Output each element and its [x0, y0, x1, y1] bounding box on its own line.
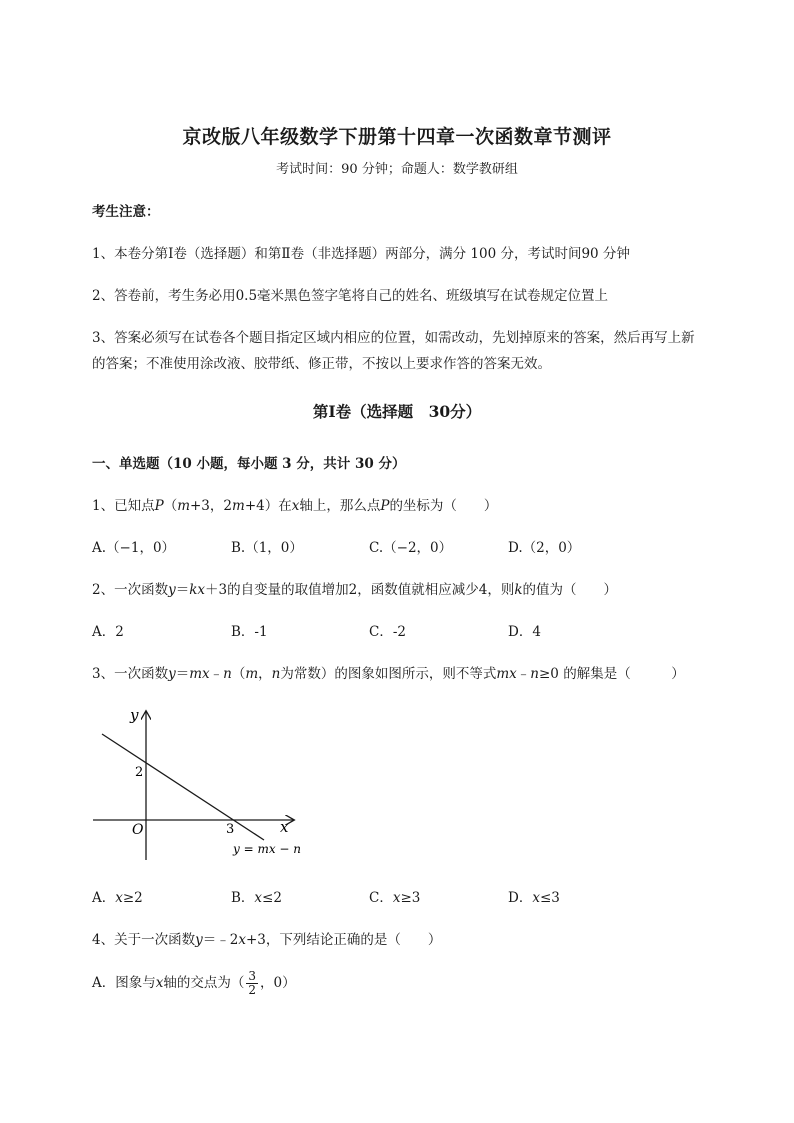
q1-text: 的坐标为（ ）: [389, 498, 498, 514]
fraction: [246, 970, 258, 997]
y-axis-label: y: [130, 706, 139, 724]
q3-option-d: [508, 886, 560, 906]
x-intercept-label: 3: [226, 822, 235, 837]
option-var-x: x: [532, 890, 540, 906]
option-var-x: x: [115, 890, 123, 906]
q2-var-k: k: [514, 582, 523, 598]
q2-option-a: A．2: [92, 624, 124, 640]
q3-text: （: [231, 666, 246, 682]
q4-option-a: [92, 970, 296, 997]
q4-var-y: y: [195, 932, 203, 948]
page-title: 京改版八年级数学下册第十四章一次函数章节测评: [182, 126, 612, 148]
q3-var-y: y: [168, 666, 176, 682]
q2-var-x: x: [197, 582, 206, 598]
option-relation: ≤2: [262, 890, 282, 906]
q4-text: +3，下列结论正确的是（ ）: [245, 932, 442, 948]
q3-var-n: n: [530, 666, 539, 682]
function-line: [102, 734, 264, 840]
q3-var-m: m: [245, 666, 259, 682]
fraction-denominator: 2: [248, 983, 257, 997]
q1-option-d: D.（2，0）: [508, 540, 581, 556]
q3-text: 3、一次函数: [92, 666, 169, 682]
q2-option-d: D．4: [508, 624, 541, 640]
q1-var-x: x: [291, 498, 300, 514]
q3-var-n: n: [223, 666, 232, 682]
option-relation: ≤3: [539, 890, 560, 906]
notice-item-3-line-2: 的答案；不准使用涂改液、胶带纸、修正带，不按以上要求作答的答案无效。: [92, 356, 551, 372]
option-var-x: x: [155, 975, 164, 991]
q1-text: +4）在: [244, 498, 292, 514]
exam-subtitle: 考试时间：90 分钟；命题人：数学教研组: [276, 162, 518, 177]
option-relation: ≥3: [400, 890, 421, 906]
question-1: [92, 494, 497, 514]
q2-var-y: y: [168, 582, 176, 598]
q3-text: ＝: [175, 666, 190, 682]
line-label: y = mx − n: [233, 842, 302, 856]
q3-var-n: n: [271, 666, 281, 682]
q3-option-c: [369, 886, 420, 906]
question-2: [92, 578, 617, 598]
origin-label: O: [132, 822, 144, 838]
q2-text: ＝: [175, 582, 190, 598]
q1-var-m: m: [232, 498, 245, 514]
q1-var-m: m: [177, 498, 190, 514]
q1-text: 轴上，那么点: [299, 498, 381, 514]
option-letter: A．: [92, 890, 116, 906]
q3-text: 为常数）的图象如图所示，则不等式: [280, 666, 497, 682]
q3-option-a: [92, 886, 143, 906]
q2-text: ＋3的自变量的取值增加2，函数值就相应减少4，则: [205, 582, 515, 598]
q3-var-mx: mx: [189, 666, 210, 682]
notice-item-3-line-1: 3、答案必须写在试卷各个题目指定区域内相应的位置，如需改动，先划掉原来的答案，然后再写上新: [92, 330, 695, 346]
q3-text: ，: [258, 666, 272, 682]
q1-text: （: [163, 498, 178, 514]
notice-item-1: 1、本卷分第Ⅰ卷（选择题）和第Ⅱ卷（非选择题）两部分，满分 100 分，考试时间90 分钟: [92, 246, 630, 262]
q3-option-b: [231, 886, 282, 906]
q1-var-p: P: [380, 498, 390, 514]
part-heading: 一、单选题（10 小题，每小题 3 分，共计 30 分）: [92, 456, 406, 472]
notice-item-2: 2、答卷前，考生务必用0.5毫米黑色签字笔将自己的姓名、班级填写在试卷规定位置上: [92, 288, 609, 304]
y-intercept-label: 2: [135, 765, 144, 780]
option-letter: D．: [508, 890, 533, 906]
notice-heading: 考生注意：: [92, 204, 160, 220]
option-text: ，0）: [260, 975, 296, 991]
x-axis-label: x: [280, 818, 289, 836]
q1-option-b: B.（1，0）: [231, 540, 303, 556]
q3-function-graph: [88, 700, 308, 870]
q2-var-k: k: [189, 582, 198, 598]
fraction-numerator: 3: [248, 969, 257, 983]
q2-option-b: B．-1: [231, 624, 268, 640]
section-title: 第Ⅰ卷（选择题 30分）: [312, 402, 482, 421]
q1-option-a: A.（−1，0）: [92, 540, 176, 556]
option-var-x: x: [254, 890, 263, 906]
option-text: 轴的交点为（: [163, 975, 245, 991]
q3-text: ﹣: [209, 666, 224, 682]
q1-var-p: P: [154, 498, 164, 514]
q3-text: ≥0 的解集是（ ）: [539, 666, 685, 682]
q4-text: ＝﹣2: [202, 932, 239, 948]
option-letter: C．: [369, 890, 393, 906]
option-letter: B．: [231, 890, 255, 906]
q3-text: ﹣: [516, 666, 531, 682]
option-relation: ≥2: [122, 890, 143, 906]
q2-option-c: C．-2: [369, 624, 406, 640]
question-3: [92, 662, 685, 682]
question-4: [92, 928, 441, 948]
q2-text: 2、一次函数: [92, 582, 169, 598]
q4-var-x: x: [238, 932, 246, 948]
q1-text: +3，2: [190, 498, 232, 514]
q4-text: 4、关于一次函数: [92, 932, 196, 948]
q2-text: 的值为（ ）: [522, 582, 618, 598]
q1-text: 1、已知点: [92, 498, 155, 514]
option-text: A．图象与: [92, 975, 156, 991]
q3-var-mx: mx: [496, 666, 517, 682]
q1-option-c: C.（−2，0）: [369, 540, 453, 556]
option-var-x: x: [392, 890, 401, 906]
